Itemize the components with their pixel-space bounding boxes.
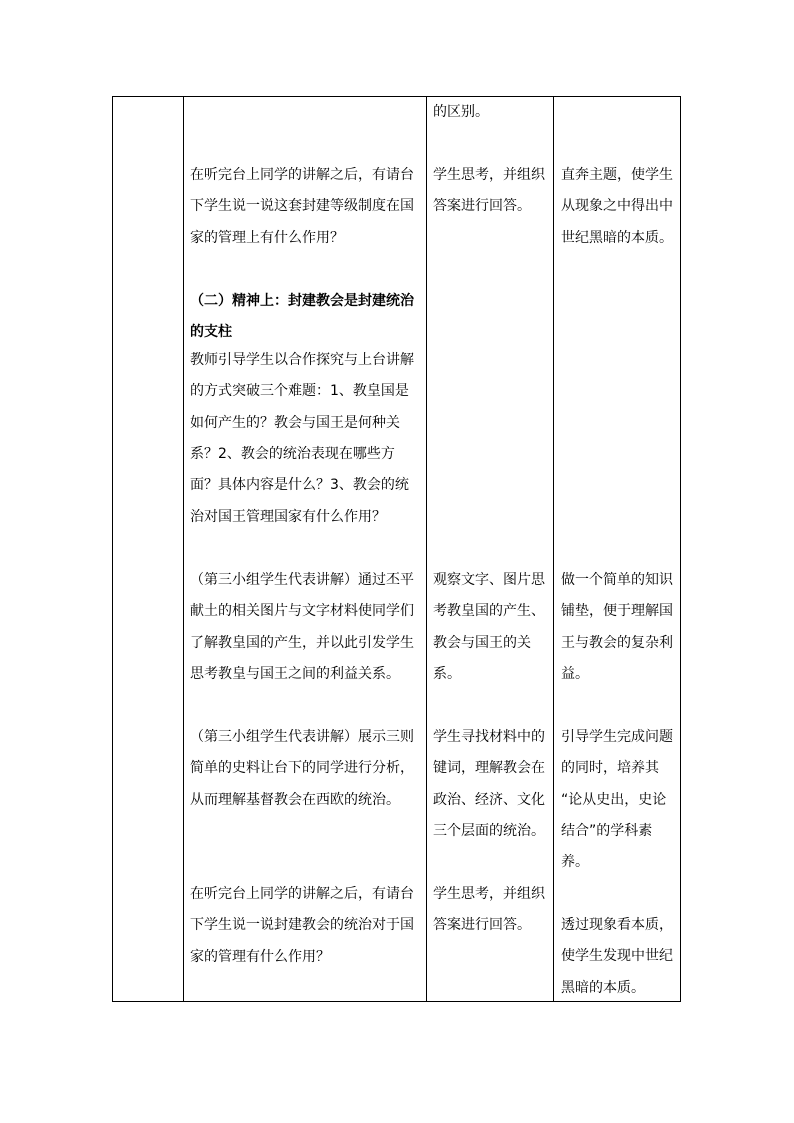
col-student-block4-line: 政治、经济、文化 bbox=[433, 791, 545, 808]
col-student-block4-line: 三个层面的统治。 bbox=[433, 822, 545, 839]
col-intent-block4-line: 引导学生完成问题 bbox=[561, 729, 673, 745]
col-teacher-block3-line: 献土的相关图片与文字材料使同学们 bbox=[190, 603, 414, 620]
col-teacher-block3-line: 了解教皇国的产生，并以此引发学生 bbox=[190, 634, 414, 651]
col-student-block5-line: 答案进行回答。 bbox=[433, 917, 531, 934]
col-teacher-heading-line: （二）精神上：封建教会是封建统治 bbox=[190, 293, 414, 309]
col-teacher-block5-line: 下学生说一说封建教会的统治对于国 bbox=[190, 917, 414, 934]
col-teacher-block3-line: （第三小组学生代表讲解）通过丕平 bbox=[190, 572, 414, 588]
col-teacher-block3-line: 思考教皇与国王之间的利益关系。 bbox=[190, 665, 400, 682]
col-teacher-block1-line: 下学生说一说这套封建等级制度在国 bbox=[190, 198, 414, 215]
col-student-block3-line: 系。 bbox=[433, 665, 461, 682]
col-teacher-block4-line: 简单的史料让台下的同学进行分析， bbox=[190, 760, 414, 777]
col-student-block4-line: 键词，理解教会在 bbox=[433, 760, 545, 777]
col-teacher-block5-line: 在听完台上同学的讲解之后，有请台 bbox=[190, 886, 414, 902]
col-teacher-block1-line: 在听完台上同学的讲解之后，有请台 bbox=[190, 167, 414, 183]
col-student-block3-line: 考教皇国的产生、 bbox=[433, 603, 545, 620]
column-divider bbox=[553, 97, 554, 1001]
col-teacher-block2-line: 的方式突破三个难题：1、教皇国是 bbox=[190, 383, 409, 400]
col-intent-block4-line: 养。 bbox=[561, 854, 589, 871]
column-divider bbox=[183, 97, 184, 1001]
col-intent-block5-line: 使学生发现中世纪 bbox=[561, 948, 673, 965]
col-student-block3-line: 观察文字、图片思 bbox=[433, 572, 545, 588]
col-intent-block1-line: 直奔主题，使学生 bbox=[561, 167, 673, 183]
col-teacher-block2-line: 系？2、教会的统治表现在哪些方 bbox=[190, 445, 395, 462]
col-intent-block4-line: 的同时，培养其 bbox=[561, 760, 659, 777]
col-intent-block5-line: 透过现象看本质， bbox=[561, 917, 673, 933]
column-divider bbox=[426, 97, 427, 1001]
col-intent-block5-line: 黑暗的本质。 bbox=[561, 979, 645, 996]
col-student-block1-line: 答案进行回答。 bbox=[433, 198, 531, 215]
col-teacher-heading-line: 的支柱 bbox=[190, 324, 232, 341]
col-student-block0-line: 的区别。 bbox=[433, 104, 489, 120]
col-intent-block1-line: 从现象之中得出中 bbox=[561, 198, 673, 215]
col-teacher-block2-line: 如何产生的？教会与国王是何种关 bbox=[190, 414, 400, 431]
col-teacher-block4-line: （第三小组学生代表讲解）展示三则 bbox=[190, 729, 414, 745]
col-student-block1-line: 学生思考，并组织 bbox=[433, 167, 545, 183]
col-intent-block3-line: 铺垫，便于理解国 bbox=[561, 603, 673, 620]
col-teacher-block2-line: 教师引导学生以合作探究与上台讲解 bbox=[190, 352, 414, 368]
col-student-block3-line: 教会与国王的关 bbox=[433, 634, 531, 651]
col-intent-block3-line: 做一个简单的知识 bbox=[561, 572, 673, 588]
col-intent-block3-line: 王与教会的复杂利 bbox=[561, 634, 673, 651]
col-teacher-block5-line: 家的管理有什么作用？ bbox=[190, 948, 330, 965]
col-intent-block4-line: “论从史出，史论 bbox=[561, 791, 667, 808]
col-teacher-block1-line: 家的管理上有什么作用？ bbox=[190, 229, 344, 246]
col-teacher-block2-line: 治对国王管理国家有什么作用？ bbox=[190, 508, 386, 525]
col-intent-block3-line: 益。 bbox=[561, 665, 589, 682]
col-intent-block1-line: 世纪黑暗的本质。 bbox=[561, 229, 673, 246]
col-teacher-block4-line: 从而理解基督教会在西欧的统治。 bbox=[190, 791, 400, 808]
col-student-block5-line: 学生思考，并组织 bbox=[433, 886, 545, 902]
col-student-block4-line: 学生寻找材料中的 bbox=[433, 729, 545, 745]
col-intent-block4-line: 结合”的学科素 bbox=[561, 822, 653, 839]
col-teacher-block2-line: 面？具体内容是什么？3、教会的统 bbox=[190, 477, 409, 494]
